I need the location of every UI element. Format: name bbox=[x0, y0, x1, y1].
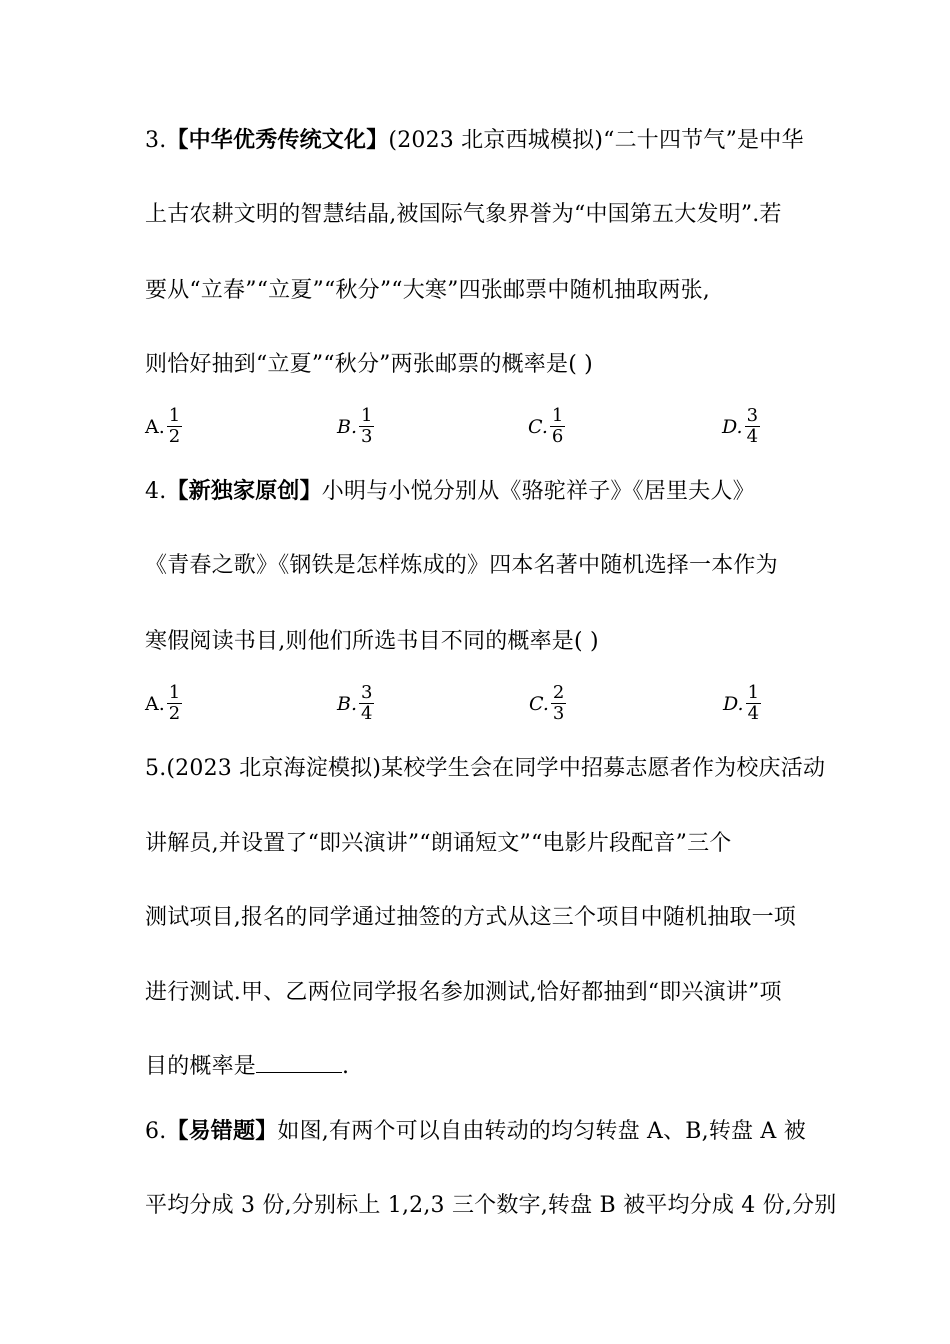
fraction bbox=[746, 683, 761, 724]
q5-line-2: 讲解员,并设置了“即兴演讲”“朗诵短文”“电影片段配音”三个 bbox=[145, 831, 732, 856]
q3-text-1: (2023 北京西城模拟)“二十四节气”是中华 bbox=[388, 128, 804, 153]
q6-number: 6. bbox=[145, 1119, 167, 1144]
q3-option-b[interactable] bbox=[337, 406, 374, 447]
numerator: 1 bbox=[168, 405, 181, 426]
q4-text-1: 小明与小悦分别从《骆驼祥子》《居里夫人》 bbox=[321, 479, 755, 504]
q3-line-1 bbox=[145, 126, 804, 156]
option-letter: B. bbox=[337, 692, 358, 715]
option-letter: C. bbox=[528, 415, 548, 438]
q4-tag: 【新独家原创】 bbox=[166, 479, 322, 504]
q3-option-a[interactable] bbox=[145, 406, 182, 447]
q6-line-1 bbox=[145, 1117, 806, 1147]
option-letter: A. bbox=[145, 692, 165, 715]
fraction bbox=[551, 683, 566, 724]
denominator: 4 bbox=[746, 426, 759, 447]
q5-line-1: 5.(2023 北京海淀模拟)某校学生会在同学中招募志愿者作为校庆活动 bbox=[145, 756, 826, 781]
fraction bbox=[167, 683, 182, 724]
option-letter: C. bbox=[529, 692, 549, 715]
numerator: 1 bbox=[747, 682, 760, 703]
q4-option-b[interactable] bbox=[337, 683, 374, 724]
q3-tag: 【中华优秀传统文化】 bbox=[166, 128, 389, 153]
denominator: 2 bbox=[168, 426, 181, 447]
fraction bbox=[550, 406, 565, 447]
option-letter: A. bbox=[145, 415, 165, 438]
q5-last-text: 目的概率是 bbox=[145, 1054, 257, 1079]
q4-line-3: 寒假阅读书目,则他们所选书目不同的概率是( ) bbox=[145, 629, 599, 654]
numerator: 1 bbox=[361, 405, 373, 426]
q4-number: 4. bbox=[145, 479, 167, 504]
denominator: 6 bbox=[551, 426, 564, 447]
q6-line-2: 平均分成 3 份,分别标上 1,2,3 三个数字,转盘 B 被平均分成 4 份,分别 bbox=[145, 1193, 837, 1218]
q3-line-3: 要从“立春”“立夏”“秋分”“大寒”四张邮票中随机抽取两张, bbox=[145, 278, 710, 303]
numerator: 2 bbox=[552, 682, 565, 703]
q6-text-1: 如图,有两个可以自由转动的均匀转盘 A、B,转盘 A 被 bbox=[277, 1119, 806, 1144]
q3-option-c[interactable] bbox=[528, 406, 565, 447]
numerator: 3 bbox=[746, 405, 759, 426]
denominator: 3 bbox=[361, 426, 373, 447]
q5-line-5 bbox=[145, 1052, 349, 1082]
q5-line-3: 测试项目,报名的同学通过抽签的方式从这三个项目中随机抽取一项 bbox=[145, 905, 796, 930]
denominator: 3 bbox=[552, 703, 565, 724]
q5-line-4: 进行测试.甲、乙两位同学报名参加测试,恰好都抽到“即兴演讲”项 bbox=[145, 980, 782, 1005]
denominator: 4 bbox=[361, 703, 373, 724]
option-letter: B. bbox=[337, 415, 358, 438]
q4-option-a[interactable] bbox=[145, 683, 182, 724]
q3-line-4: 则恰好抽到“立夏”“秋分”两张邮票的概率是( ) bbox=[145, 352, 593, 377]
option-letter: D. bbox=[723, 692, 744, 715]
option-letter: D. bbox=[722, 415, 743, 438]
q4-option-d[interactable] bbox=[723, 683, 761, 724]
fraction bbox=[167, 406, 182, 447]
fraction bbox=[359, 683, 374, 724]
denominator: 2 bbox=[168, 703, 181, 724]
q4-line-2: 《青春之歌》《钢铁是怎样炼成的》四本名著中随机选择一本作为 bbox=[145, 553, 778, 578]
q3-number: 3. bbox=[145, 128, 167, 153]
numerator: 1 bbox=[168, 682, 181, 703]
answer-blank[interactable] bbox=[256, 1052, 342, 1073]
q3-option-d[interactable] bbox=[722, 406, 760, 447]
q4-option-c[interactable] bbox=[529, 683, 566, 724]
fraction bbox=[359, 406, 374, 447]
q3-line-2: 上古农耕文明的智慧结晶,被国际气象界誉为“中国第五大发明”.若 bbox=[145, 202, 782, 227]
q6-tag: 【易错题】 bbox=[166, 1119, 278, 1144]
numerator: 1 bbox=[551, 405, 564, 426]
fraction bbox=[745, 406, 760, 447]
numerator: 3 bbox=[361, 682, 373, 703]
q4-line-1 bbox=[145, 477, 755, 507]
q5-period: . bbox=[342, 1054, 350, 1079]
denominator: 4 bbox=[747, 703, 760, 724]
